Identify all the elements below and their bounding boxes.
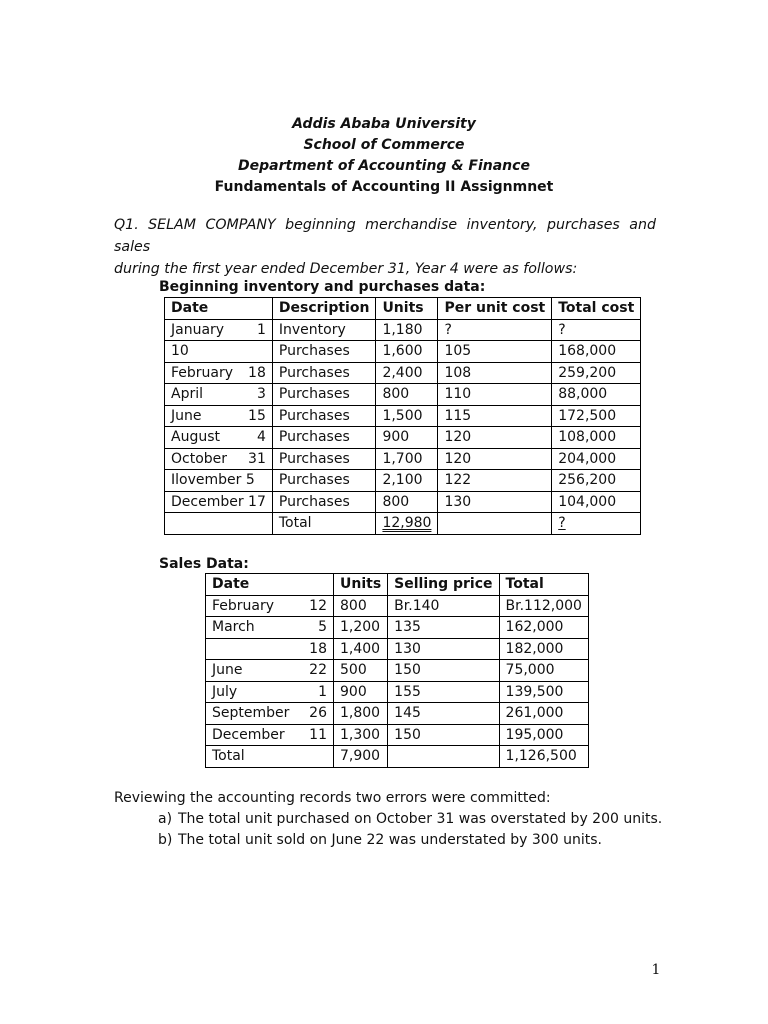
- row-total-cost: 168,000: [552, 341, 641, 363]
- row-price: 150: [388, 660, 499, 682]
- row-day: 1: [318, 683, 327, 700]
- row-units: 900: [334, 681, 388, 703]
- review-section: [114, 788, 674, 851]
- row-unit-cost: 110: [438, 384, 552, 406]
- row-month: March: [212, 619, 255, 635]
- row-price: 130: [388, 638, 499, 660]
- table-row: [206, 724, 589, 746]
- row-units: 500: [334, 660, 388, 682]
- list-text: The total unit purchased on October 31 was overstated by 200 units.: [178, 811, 663, 827]
- row-month: February: [171, 364, 234, 381]
- col-total-cost: Total cost: [552, 298, 641, 320]
- row-total: 75,000: [499, 660, 588, 682]
- purchases-table-title: Beginning inventory and purchases data:: [159, 279, 486, 295]
- total-units: 12,980: [382, 515, 432, 531]
- list-text: The total unit sold on June 22 was understated by 300 units.: [178, 832, 602, 848]
- list-item: [114, 830, 674, 851]
- row-day: 22: [309, 662, 327, 678]
- row-description: Purchases: [272, 470, 376, 492]
- row-total: 162,000: [499, 617, 588, 639]
- row-day: 26: [309, 705, 327, 721]
- total-label: Total: [272, 513, 376, 535]
- row-total-cost: 108,000: [552, 427, 641, 449]
- row-total: 139,500: [499, 681, 588, 703]
- row-total-cost: 204,000: [552, 448, 641, 470]
- table-row: [165, 362, 641, 384]
- row-month: 10: [171, 343, 189, 359]
- sales-table-title: Sales Data:: [159, 556, 249, 572]
- row-units: 1,700: [376, 448, 438, 470]
- question-text: [114, 214, 656, 280]
- col-units: Units: [334, 574, 388, 596]
- col-per-unit-cost: Per unit cost: [438, 298, 552, 320]
- table-row: [206, 638, 589, 660]
- sales-total-row: [206, 746, 589, 768]
- col-description: Description: [272, 298, 376, 320]
- row-units: 1,300: [334, 724, 388, 746]
- row-day: 15: [248, 407, 266, 424]
- total-units: 7,900: [334, 746, 388, 768]
- purchases-table: [164, 297, 641, 535]
- table-row: [206, 617, 589, 639]
- row-unit-cost: 122: [438, 470, 552, 492]
- row-month: January: [171, 321, 225, 338]
- table-row: [165, 491, 641, 513]
- row-total-cost: 104,000: [552, 491, 641, 513]
- row-month: September: [212, 705, 290, 721]
- row-units: 2,400: [376, 362, 438, 384]
- table-row: [206, 703, 589, 725]
- row-day: 31: [248, 450, 266, 467]
- table-row: [206, 660, 589, 682]
- question-line-1: Q1. SELAM COMPANY beginning merchandise inventory, purchases and sales: [114, 217, 656, 255]
- row-units: 1,600: [376, 341, 438, 363]
- col-units: Units: [376, 298, 438, 320]
- table-row: [165, 384, 641, 406]
- sales-header-row: [206, 574, 589, 596]
- row-price: 155: [388, 681, 499, 703]
- row-month: April: [171, 386, 203, 402]
- row-total-cost: 256,200: [552, 470, 641, 492]
- list-marker: b): [158, 832, 173, 848]
- row-month: Ilovember 5: [171, 472, 255, 488]
- row-description: Purchases: [272, 448, 376, 470]
- table-row: [165, 448, 641, 470]
- row-unit-cost: 120: [438, 448, 552, 470]
- total-label: Total: [206, 746, 334, 768]
- row-total-cost: 88,000: [552, 384, 641, 406]
- review-intro: Reviewing the accounting records two errors were committed:: [114, 790, 551, 806]
- row-day: 4: [256, 429, 266, 445]
- row-units: 1,200: [334, 617, 388, 639]
- col-date: Date: [206, 574, 334, 596]
- empty-cell: [438, 513, 552, 535]
- row-total: 261,000: [499, 703, 588, 725]
- total-sales: 1,126,500: [499, 746, 588, 768]
- school-name: School of Commerce: [303, 137, 465, 153]
- row-month: February: [212, 597, 275, 614]
- university-name: Addis Ababa University: [292, 116, 476, 132]
- question-line-2: during the first year ended December 31, Year 4 were as follows:: [114, 261, 578, 277]
- total-cost-unknown: ?: [558, 515, 566, 531]
- list-marker: a): [158, 811, 173, 827]
- row-units: 1,500: [376, 405, 438, 427]
- table-row: [165, 470, 641, 492]
- row-units: 2,100: [376, 470, 438, 492]
- row-month: October: [171, 450, 228, 467]
- course-title: Fundamentals of Accounting II Assignmnet: [214, 179, 554, 195]
- row-description: Purchases: [272, 405, 376, 427]
- row-month: December: [212, 726, 285, 743]
- row-month: July: [212, 683, 238, 700]
- row-month: June: [212, 662, 243, 678]
- row-day: 1: [256, 321, 266, 338]
- row-price: 145: [388, 703, 499, 725]
- row-total-cost: 259,200: [552, 362, 641, 384]
- row-description: Purchases: [272, 427, 376, 449]
- row-price: Br.140: [388, 595, 499, 617]
- list-item: [114, 809, 674, 830]
- col-date: Date: [165, 298, 273, 320]
- row-units: 800: [334, 595, 388, 617]
- table-row: [206, 595, 589, 617]
- row-day: 11: [309, 726, 327, 743]
- row-day: 5: [318, 619, 327, 635]
- row-description: Purchases: [272, 384, 376, 406]
- row-description: Inventory: [272, 319, 376, 341]
- row-unit-cost: 130: [438, 491, 552, 513]
- sales-table: [205, 573, 589, 768]
- empty-cell: [165, 513, 273, 535]
- row-total: 195,000: [499, 724, 588, 746]
- row-units: 1,800: [334, 703, 388, 725]
- row-units: 1,180: [376, 319, 438, 341]
- table-row: [206, 681, 589, 703]
- department-name: Department of Accounting & Finance: [238, 158, 530, 174]
- row-price: 150: [388, 724, 499, 746]
- page-number: 1: [651, 962, 661, 978]
- table-row: [165, 405, 641, 427]
- row-unit-cost: 108: [438, 362, 552, 384]
- row-month: August: [171, 429, 220, 445]
- row-total: Br.112,000: [499, 595, 588, 617]
- row-units: 1,400: [334, 638, 388, 660]
- row-units: 900: [376, 427, 438, 449]
- row-day: 12: [309, 597, 327, 614]
- col-total: Total: [499, 574, 588, 596]
- table-row: [165, 319, 641, 341]
- row-unit-cost: 120: [438, 427, 552, 449]
- row-price: 135: [388, 617, 499, 639]
- row-day: 18: [309, 640, 327, 657]
- table-row: [165, 427, 641, 449]
- row-total: 182,000: [499, 638, 588, 660]
- row-description: Purchases: [272, 362, 376, 384]
- row-total-cost: ?: [552, 319, 641, 341]
- purchases-total-row: [165, 513, 641, 535]
- row-total-cost: 172,500: [552, 405, 641, 427]
- row-month: December 17: [171, 493, 266, 510]
- row-day: 18: [248, 364, 266, 381]
- row-day: 3: [256, 386, 266, 402]
- row-units: 800: [376, 384, 438, 406]
- empty-cell: [388, 746, 499, 768]
- table-row: [165, 341, 641, 363]
- row-month: June: [171, 407, 202, 424]
- row-units: 800: [376, 491, 438, 513]
- row-unit-cost: ?: [438, 319, 552, 341]
- row-unit-cost: 105: [438, 341, 552, 363]
- row-unit-cost: 115: [438, 405, 552, 427]
- row-description: Purchases: [272, 491, 376, 513]
- purchases-header-row: [165, 298, 641, 320]
- row-description: Purchases: [272, 341, 376, 363]
- col-selling-price: Selling price: [388, 574, 499, 596]
